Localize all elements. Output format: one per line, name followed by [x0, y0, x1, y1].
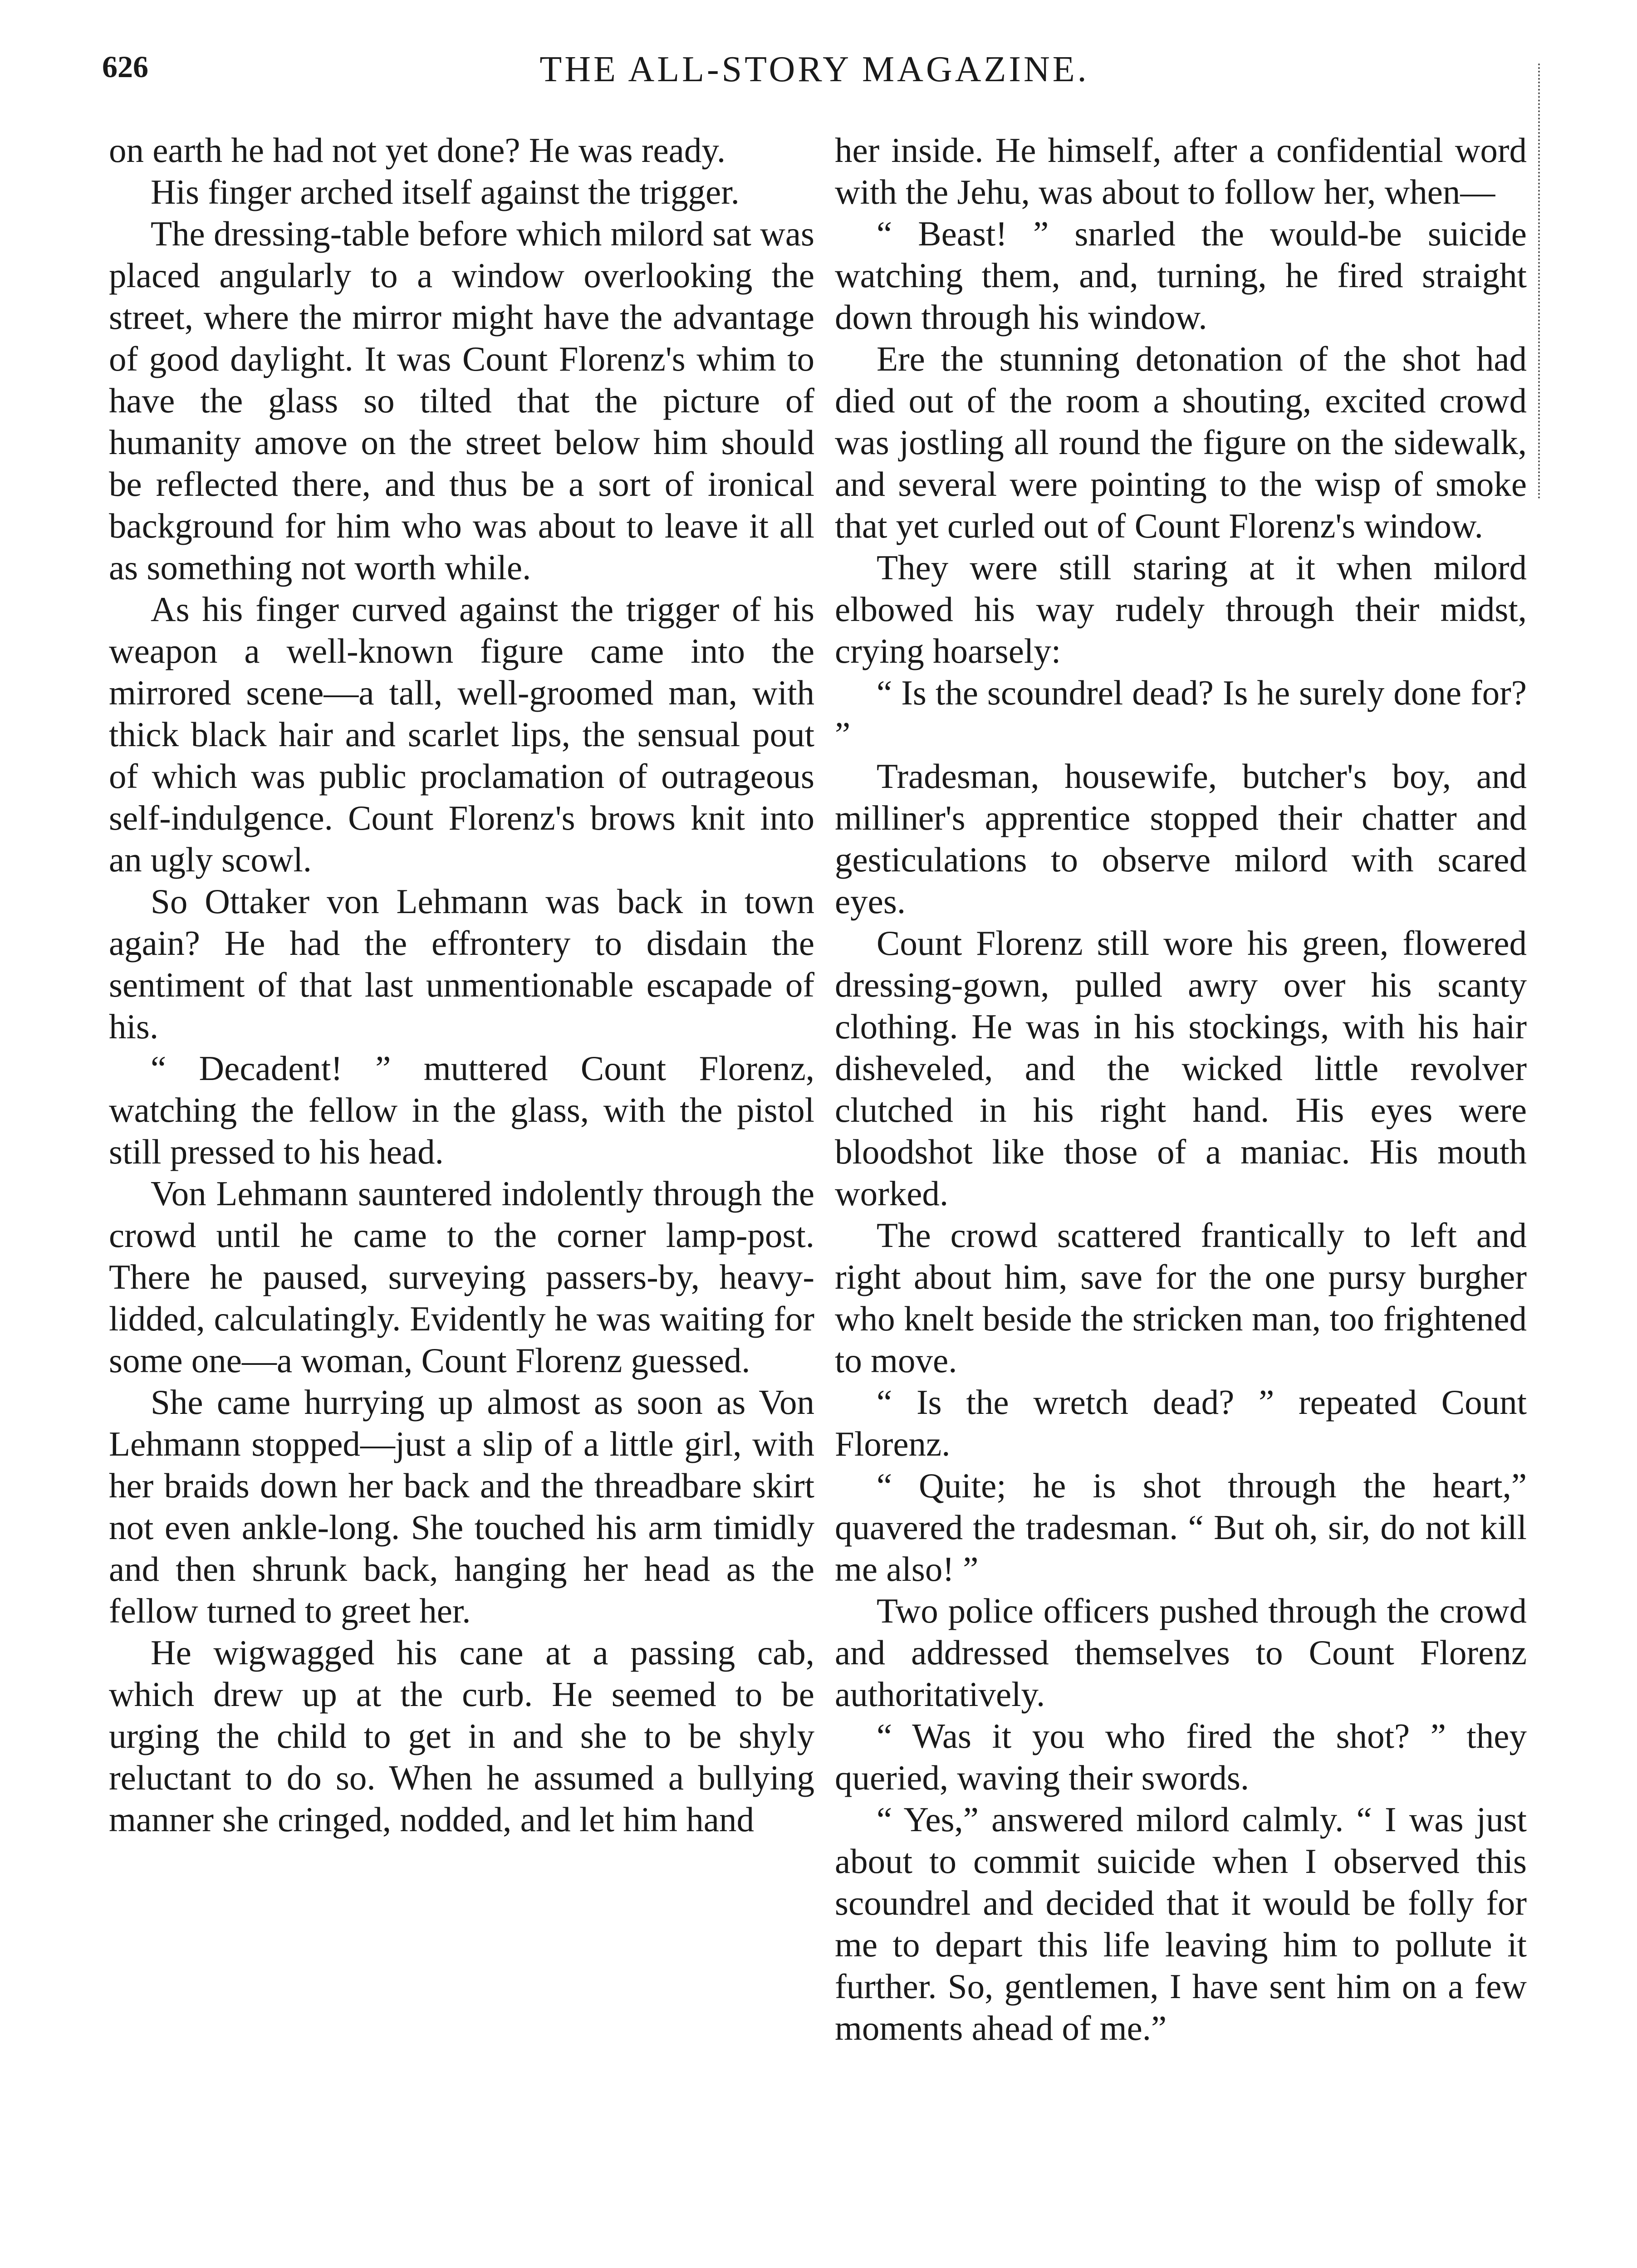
paragraph: “ Quite; he is shot through the heart,” quavered the tradesman. “ But oh, sir, do not kill me also! ” [835, 1466, 1527, 1589]
paragraph: So Ottaker von Lehmann was back in town again? He had the effrontery to disdain the sentiment of that last unmentionable escapade of his. [109, 882, 814, 1046]
paragraph: her inside. He himself, after a confidential word with the Jehu, was about to follow her, when— [835, 131, 1527, 211]
paragraph: The crowd scattered frantically to left and right about him, save for the one pursy burgher who knelt beside the stricken man, too frightened to move. [835, 1216, 1527, 1380]
paragraph: on earth he had not yet done? He was ready. [109, 131, 726, 170]
page-header [102, 49, 1527, 99]
paragraph: Ere the stunning detonation of the shot had died out of the room a shouting, excited crowd was jostling all round the figure on the sidewalk, and several were pointing to the wisp of smoke that yet curled out of Count Florenz's window. [835, 339, 1527, 545]
page-number: 626 [102, 49, 148, 84]
right-column [835, 129, 1527, 2268]
paragraph: He wigwagged his cane at a passing cab, which drew up at the curb. He seemed to be urging the child to get in and she to be shyly reluctant to do so. When he assumed a bullying manner she cringed, nodded, and let him hand [109, 1633, 814, 1839]
paragraph: “ Is the scoundrel dead? Is he surely done for? ” [835, 673, 1527, 754]
running-title: THE ALL-STORY MAGAZINE. [539, 49, 1089, 89]
paragraph: His finger arched itself against the trigger. [151, 172, 740, 211]
paragraph: “ Is the wretch dead? ” repeated Count Florenz. [835, 1383, 1527, 1463]
paragraph: “ Was it you who fired the shot? ” they queried, waving their swords. [835, 1716, 1527, 1797]
left-column [109, 129, 814, 2268]
paragraph: Count Florenz still wore his green, flowered dressing-gown, pulled awry over his scanty clothing. He was in his stockings, with his hair disheveled, and the wicked little revolver clutched in his right hand. His eyes were bloodshot like those of a maniac. His mouth worked. [835, 924, 1527, 1213]
paragraph: “ Yes,” answered milord calmly. “ I was just about to commit suicide when I observed this scoundrel and decided that it would be folly for me to depart this life leaving him to pollute it further. So, gentlemen, I have sent him on a few moments ahead of me.” [835, 1800, 1527, 2048]
paragraph: “ Beast! ” snarled the would-be suicide watching them, and, turning, he fired straight down through his window. [835, 214, 1527, 337]
paragraph: She came hurrying up almost as soon as Von Lehmann stopped—just a slip of a little girl, with her braids down her back and the threadbare skirt not even ankle-long. She touched his arm timidly and then shrunk back, hanging her head as the fellow turned to greet her. [109, 1383, 814, 1630]
paragraph: “ Decadent! ” muttered Count Florenz, watching the fellow in the glass, with the pistol still pressed to his head. [109, 1049, 814, 1171]
paragraph: Von Lehmann sauntered indolently through the crowd until he came to the corner lamp-post. There he paused, surveying passers-by, heavy-lidded, calculatingly. Evidently he was waiting for some one—a woman, Count Florenz guessed. [109, 1174, 814, 1380]
margin-dotted-rule [1538, 64, 1543, 499]
paragraph: The dressing-table before which milord sat was placed angularly to a window overlooking the street, where the mirror might have the advantage of good daylight. It was Count Florenz's whim to have the glass so tilted that the picture of humanity amove on the street below him should be reflected there, and thus be a sort of ironical background for him who was about to leave it all as something not worth while. [109, 214, 814, 587]
paragraph: Tradesman, housewife, butcher's boy, and milliner's apprentice stopped their chatter and gesticulations to observe milord with scared eyes. [835, 757, 1527, 921]
paragraph: Two police officers pushed through the crowd and addressed themselves to Count Florenz authoritatively. [835, 1591, 1527, 1714]
paragraph: As his finger curved against the trigger of his weapon a well-known figure came into the mirrored scene—a tall, well-groomed man, with thick black hair and scarlet lips, the sensual pout of which was public proclamation of outrageous self-indulgence. Count Florenz's brows knit into an ugly scowl. [109, 590, 814, 879]
paragraph: They were still staring at it when milord elbowed his way rudely through their midst, crying hoarsely: [835, 548, 1527, 670]
